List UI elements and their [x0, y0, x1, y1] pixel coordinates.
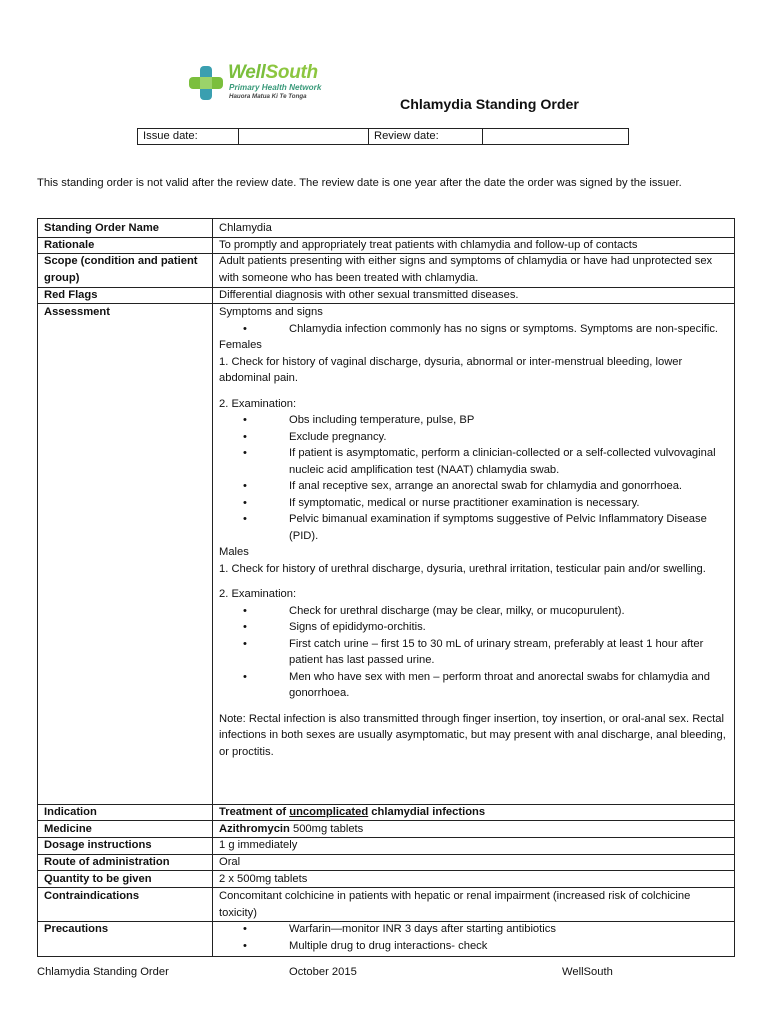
- issue-date-value: [239, 129, 369, 145]
- route-value: Oral: [219, 856, 241, 868]
- dates-table: [137, 128, 629, 145]
- list-item: • Signs of epididymo-orchitis.: [219, 619, 729, 636]
- list-item: • Exclude pregnancy.: [219, 429, 729, 446]
- males-heading: Males: [219, 546, 249, 558]
- indication-value: Treatment of uncomplicated chlamydial infections: [219, 806, 486, 818]
- males-history: 1. Check for history of urethral discharge, dysuria, urethral irritation, testicular pain and/or swelling.: [219, 562, 706, 575]
- females-history: 1. Check for history of vaginal discharge, dysuria, abnormal or inter-menstrual bleeding, lower abdominal pain.: [219, 355, 683, 384]
- logo-maori-text: Hauora Matua Ki Te Tonga: [229, 93, 307, 100]
- order-name-label: Standing Order Name: [44, 222, 160, 234]
- list-item: • Multiple drug to drug interactions- check: [219, 938, 729, 955]
- females-exam-heading: 2. Examination:: [219, 397, 297, 410]
- footer-date: October 2015: [289, 966, 357, 978]
- contraindications-value: Concomitant colchicine in patients with hepatic or renal impairment (increased risk of colchicine toxicity): [219, 890, 691, 919]
- contraindications-label: Contraindications: [44, 890, 140, 902]
- logo-name: WellSouth: [228, 62, 318, 83]
- scope-value: Adult patients presenting with either signs and symptoms of chlamydia or have had unprotected sex with someone who has been treated with chlamydia.: [219, 255, 713, 284]
- red-flags-value: Differential diagnosis with other sexual transmitted diseases.: [219, 289, 519, 301]
- list-item: • Check for urethral discharge (may be clear, milky, or mucopurulent).: [219, 603, 729, 620]
- review-date-value: [483, 129, 629, 145]
- list-item: • If anal receptive sex, arrange an anorectal swab for chlamydia and gonorrhoea.: [219, 478, 729, 495]
- scope-label: Scope (condition and patient group): [44, 255, 198, 284]
- logo-subtitle: Primary Health Network: [229, 83, 322, 92]
- assessment-content: [219, 304, 729, 760]
- footer-org: WellSouth: [562, 966, 613, 978]
- medicine-label: Medicine: [44, 823, 92, 835]
- list-item: • Pelvic bimanual examination if symptoms suggestive of Pelvic Inflammatory Disease (PID).: [219, 511, 729, 544]
- precautions-value: [219, 921, 729, 954]
- wellsouth-logo: [188, 62, 358, 104]
- quantity-label: Quantity to be given: [44, 873, 152, 885]
- males-exam-heading: 2. Examination:: [219, 588, 297, 600]
- rationale-value: To promptly and appropriately treat patients with chlamydia and follow-up of contacts: [219, 239, 638, 251]
- dosage-label: Dosage instructions: [44, 839, 152, 851]
- list-item: • First catch urine – first 15 to 30 mL of urinary stream, preferably at least 1 hour after patient has last passed urine.: [219, 636, 729, 669]
- list-item: • If patient is asymptomatic, perform a clinician-collected or a self-collected vulvovaginal nucleic acid amplification test (NAAT) chlamydia swab.: [219, 445, 729, 478]
- order-name-value: Chlamydia: [219, 222, 272, 234]
- rationale-label: Rationale: [44, 239, 95, 251]
- list-item: • Men who have sex with men – perform throat and anorectal swabs for chlamydia and gonorrhoea.: [219, 669, 729, 702]
- symptoms-bullet: • Chlamydia infection commonly has no signs or symptoms. Symptoms are non-specific.: [219, 321, 729, 338]
- quantity-value: 2 x 500mg tablets: [219, 873, 308, 885]
- dosage-value: 1 g immediately: [219, 839, 298, 851]
- validity-statement: This standing order is not valid after the review date. The review date is one year after the date the order was signed by the issuer.: [37, 177, 682, 189]
- red-flags-label: Red Flags: [44, 289, 98, 301]
- precautions-label: Precautions: [44, 923, 109, 935]
- list-item: • If symptomatic, medical or nurse practitioner examination is necessary.: [219, 495, 729, 512]
- route-label: Route of administration: [44, 856, 170, 868]
- medicine-value: Azithromycin 500mg tablets: [219, 823, 364, 835]
- females-heading: Females: [219, 339, 262, 351]
- medical-cross-icon: [188, 65, 224, 101]
- list-item: • Obs including temperature, pulse, BP: [219, 412, 729, 429]
- assessment-label: Assessment: [44, 306, 110, 318]
- standing-order-table: [37, 218, 735, 957]
- footer-title: Chlamydia Standing Order: [37, 966, 169, 978]
- rectal-infection-note: Note: Rectal infection is also transmitted through finger insertion, toy insertion, or oral-anal sex. Rectal infections in both sexes are usually asymptomatic, but may present with anal discharge, anal bleeding, or proctitis.: [219, 712, 726, 758]
- list-item: • Warfarin—monitor INR 3 days after starting antibiotics: [219, 921, 729, 938]
- indication-label: Indication: [44, 806, 97, 818]
- issue-date-label: Issue date:: [138, 129, 239, 145]
- review-date-label: Review date:: [369, 129, 483, 145]
- symptoms-heading: Symptoms and signs: [219, 306, 323, 318]
- document-title: Chlamydia Standing Order: [400, 97, 579, 113]
